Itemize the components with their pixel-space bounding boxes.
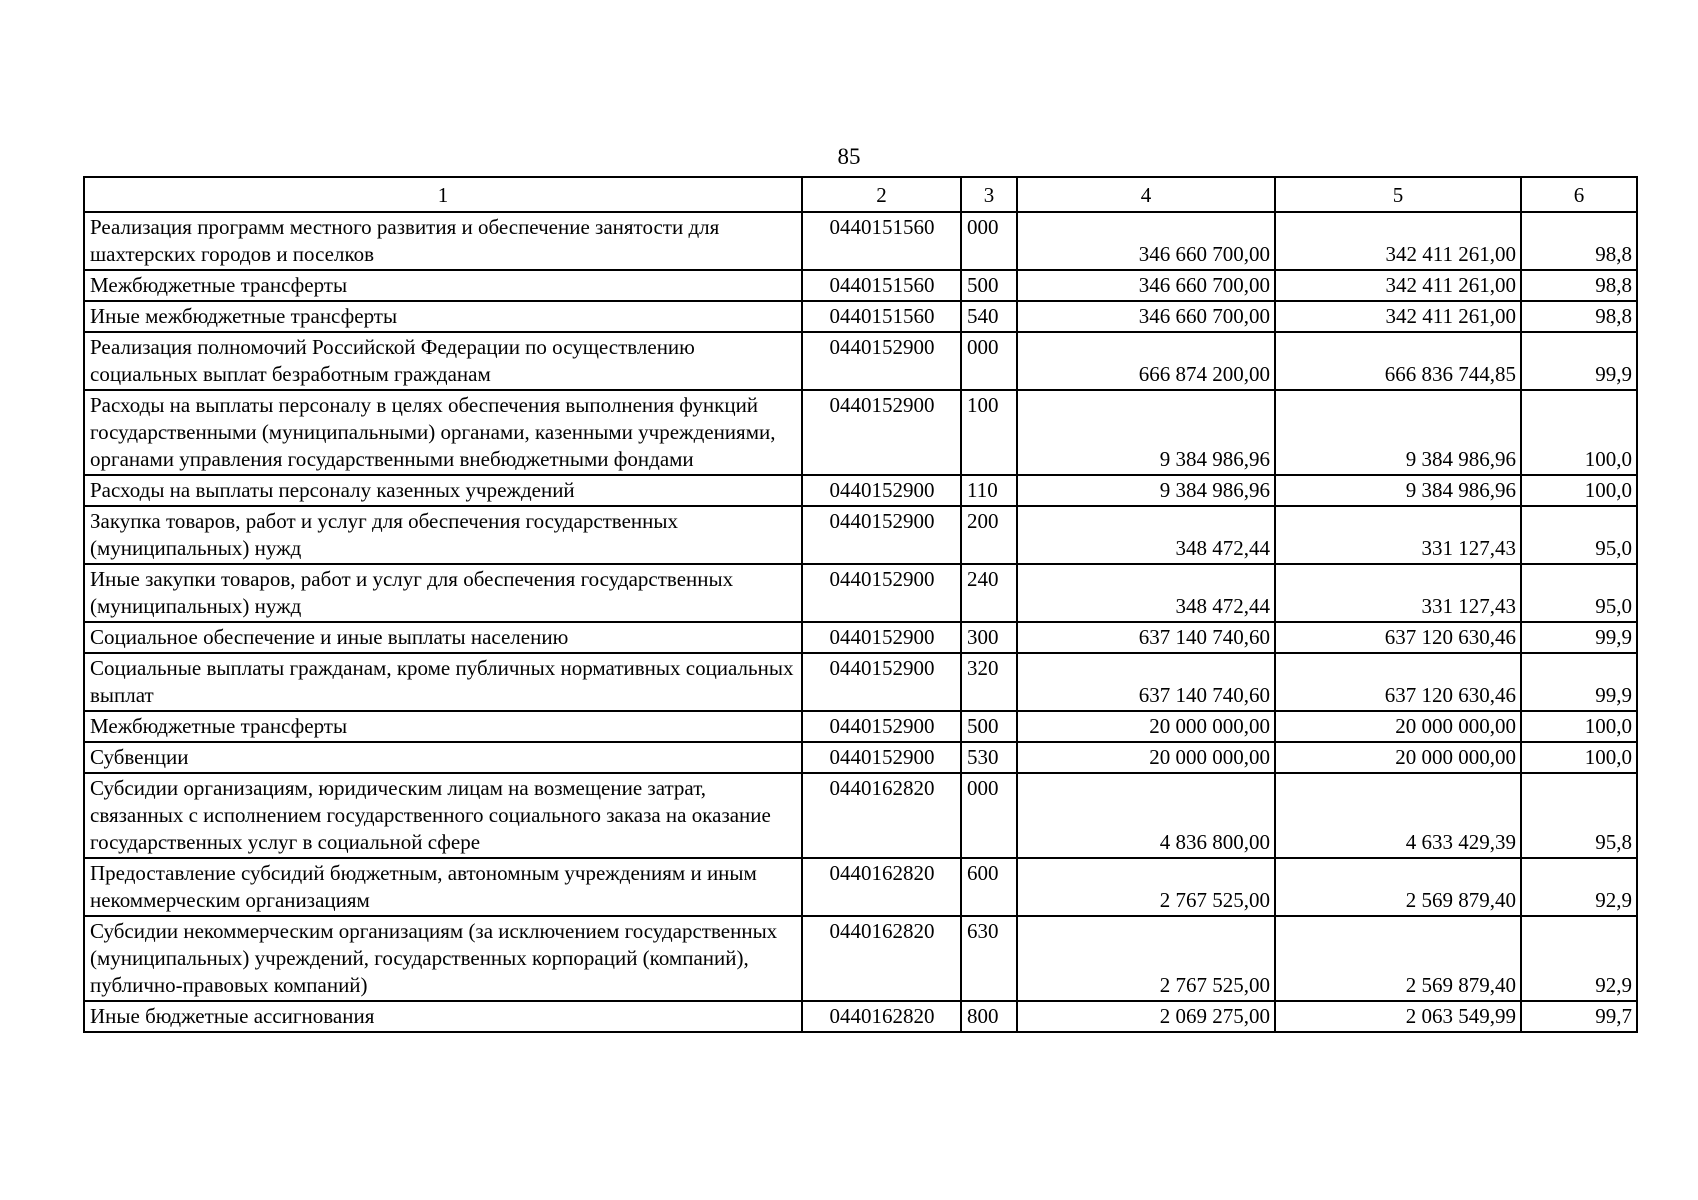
- row-kind-cell: 300: [961, 622, 1017, 653]
- row-executed-cell: 342 411 261,00: [1275, 212, 1521, 270]
- row-planned-cell: 20 000 000,00: [1017, 742, 1275, 773]
- row-planned-cell: 9 384 986,96: [1017, 390, 1275, 475]
- row-planned-cell: 348 472,44: [1017, 564, 1275, 622]
- row-executed-cell: 666 836 744,85: [1275, 332, 1521, 390]
- row-executed-cell: 342 411 261,00: [1275, 301, 1521, 332]
- row-code-cell: 0440152900: [802, 653, 961, 711]
- row-code-cell: 0440152900: [802, 622, 961, 653]
- row-planned-cell: 346 660 700,00: [1017, 212, 1275, 270]
- row-code-cell: 0440162820: [802, 1001, 961, 1032]
- row-percent-cell: 92,9: [1521, 858, 1637, 916]
- row-name-cell: Межбюджетные трансферты: [84, 711, 802, 742]
- row-percent-cell: 95,8: [1521, 773, 1637, 858]
- row-code-cell: 0440162820: [802, 773, 961, 858]
- row-executed-cell: 4 633 429,39: [1275, 773, 1521, 858]
- row-name-cell: Субвенции: [84, 742, 802, 773]
- page-number: 85: [837, 144, 861, 169]
- row-percent-cell: 92,9: [1521, 916, 1637, 1001]
- row-planned-cell: 637 140 740,60: [1017, 653, 1275, 711]
- row-code-cell: 0440151560: [802, 212, 961, 270]
- row-planned-cell: 666 874 200,00: [1017, 332, 1275, 390]
- table-row: [84, 653, 1637, 711]
- row-name-cell: Социальные выплаты гражданам, кроме публичных нормативных социальных выплат: [84, 653, 802, 711]
- row-executed-cell: 331 127,43: [1275, 506, 1521, 564]
- row-percent-cell: 98,8: [1521, 301, 1637, 332]
- row-kind-cell: 530: [961, 742, 1017, 773]
- row-executed-cell: 342 411 261,00: [1275, 270, 1521, 301]
- row-name-cell: Иные межбюджетные трансферты: [84, 301, 802, 332]
- row-code-cell: 0440152900: [802, 742, 961, 773]
- table-row: [84, 390, 1637, 475]
- row-code-cell: 0440151560: [802, 301, 961, 332]
- column-header-executed: 5: [1275, 177, 1521, 212]
- row-planned-cell: 2 767 525,00: [1017, 858, 1275, 916]
- row-kind-cell: 500: [961, 270, 1017, 301]
- row-name-cell: Предоставление субсидий бюджетным, автономным учреждениям и иным некоммерческим организациям: [84, 858, 802, 916]
- row-kind-cell: 110: [961, 475, 1017, 506]
- row-planned-cell: 346 660 700,00: [1017, 270, 1275, 301]
- row-percent-cell: 100,0: [1521, 390, 1637, 475]
- row-executed-cell: 637 120 630,46: [1275, 653, 1521, 711]
- row-planned-cell: 637 140 740,60: [1017, 622, 1275, 653]
- table-row: [84, 622, 1637, 653]
- table-body: [84, 212, 1637, 1032]
- row-name-cell: Реализация программ местного развития и обеспечение занятости для шахтерских городов и поселков: [84, 212, 802, 270]
- row-planned-cell: 20 000 000,00: [1017, 711, 1275, 742]
- row-code-cell: 0440152900: [802, 564, 961, 622]
- row-percent-cell: 99,9: [1521, 653, 1637, 711]
- row-kind-cell: 000: [961, 773, 1017, 858]
- row-executed-cell: 331 127,43: [1275, 564, 1521, 622]
- row-executed-cell: 2 063 549,99: [1275, 1001, 1521, 1032]
- row-code-cell: 0440162820: [802, 916, 961, 1001]
- column-header-name: 1: [84, 177, 802, 212]
- row-percent-cell: 100,0: [1521, 742, 1637, 773]
- column-header-code: 2: [802, 177, 961, 212]
- row-code-cell: 0440152900: [802, 711, 961, 742]
- row-percent-cell: 98,8: [1521, 212, 1637, 270]
- row-kind-cell: 540: [961, 301, 1017, 332]
- row-kind-cell: 800: [961, 1001, 1017, 1032]
- table-row: [84, 711, 1637, 742]
- row-code-cell: 0440151560: [802, 270, 961, 301]
- row-name-cell: Иные закупки товаров, работ и услуг для обеспечения государственных (муниципальных) нужд: [84, 564, 802, 622]
- row-code-cell: 0440162820: [802, 858, 961, 916]
- row-planned-cell: 346 660 700,00: [1017, 301, 1275, 332]
- row-percent-cell: 95,0: [1521, 506, 1637, 564]
- row-name-cell: Расходы на выплаты персоналу в целях обеспечения выполнения функций государственными (муниципальными) органами, казенными учреждениями, органами управления государственными внебюджетными фондами: [84, 390, 802, 475]
- row-percent-cell: 99,7: [1521, 1001, 1637, 1032]
- row-kind-cell: 320: [961, 653, 1017, 711]
- table-row: [84, 301, 1637, 332]
- row-name-cell: Иные бюджетные ассигнования: [84, 1001, 802, 1032]
- row-name-cell: Субсидии организациям, юридическим лицам на возмещение затрат, связанных с исполнением государственного социального заказа на оказание государственных услуг в социальной сфере: [84, 773, 802, 858]
- row-planned-cell: 2 069 275,00: [1017, 1001, 1275, 1032]
- table-header-row: [84, 177, 1637, 212]
- row-executed-cell: 20 000 000,00: [1275, 711, 1521, 742]
- row-percent-cell: 98,8: [1521, 270, 1637, 301]
- budget-execution-table: [83, 176, 1638, 1033]
- column-header-percent: 6: [1521, 177, 1637, 212]
- row-code-cell: 0440152900: [802, 475, 961, 506]
- table-row: [84, 742, 1637, 773]
- row-code-cell: 0440152900: [802, 390, 961, 475]
- table-row: [84, 564, 1637, 622]
- column-header-planned: 4: [1017, 177, 1275, 212]
- row-planned-cell: 2 767 525,00: [1017, 916, 1275, 1001]
- row-name-cell: Субсидии некоммерческим организациям (за исключением государственных (муниципальных) учреждений, государственных корпораций (компаний), публично-правовых компаний): [84, 916, 802, 1001]
- row-executed-cell: 20 000 000,00: [1275, 742, 1521, 773]
- row-name-cell: Социальное обеспечение и иные выплаты населению: [84, 622, 802, 653]
- row-code-cell: 0440152900: [802, 506, 961, 564]
- table-row: [84, 1001, 1637, 1032]
- table-row: [84, 916, 1637, 1001]
- table-row: [84, 270, 1637, 301]
- row-percent-cell: 99,9: [1521, 622, 1637, 653]
- row-executed-cell: 9 384 986,96: [1275, 390, 1521, 475]
- table-row: [84, 506, 1637, 564]
- row-kind-cell: 600: [961, 858, 1017, 916]
- row-kind-cell: 240: [961, 564, 1017, 622]
- row-kind-cell: 200: [961, 506, 1017, 564]
- row-executed-cell: 637 120 630,46: [1275, 622, 1521, 653]
- row-code-cell: 0440152900: [802, 332, 961, 390]
- row-planned-cell: 348 472,44: [1017, 506, 1275, 564]
- table-row: [84, 475, 1637, 506]
- row-planned-cell: 9 384 986,96: [1017, 475, 1275, 506]
- row-executed-cell: 9 384 986,96: [1275, 475, 1521, 506]
- row-planned-cell: 4 836 800,00: [1017, 773, 1275, 858]
- row-executed-cell: 2 569 879,40: [1275, 858, 1521, 916]
- row-percent-cell: 100,0: [1521, 475, 1637, 506]
- row-percent-cell: 95,0: [1521, 564, 1637, 622]
- table-row: [84, 332, 1637, 390]
- row-name-cell: Закупка товаров, работ и услуг для обеспечения государственных (муниципальных) нужд: [84, 506, 802, 564]
- table-row: [84, 858, 1637, 916]
- table-row: [84, 773, 1637, 858]
- row-executed-cell: 2 569 879,40: [1275, 916, 1521, 1001]
- row-name-cell: Реализация полномочий Российской Федерации по осуществлению социальных выплат безработным гражданам: [84, 332, 802, 390]
- table-row: [84, 212, 1637, 270]
- row-name-cell: Расходы на выплаты персоналу казенных учреждений: [84, 475, 802, 506]
- row-name-cell: Межбюджетные трансферты: [84, 270, 802, 301]
- row-percent-cell: 99,9: [1521, 332, 1637, 390]
- row-kind-cell: 000: [961, 332, 1017, 390]
- row-percent-cell: 100,0: [1521, 711, 1637, 742]
- row-kind-cell: 100: [961, 390, 1017, 475]
- row-kind-cell: 500: [961, 711, 1017, 742]
- row-kind-cell: 630: [961, 916, 1017, 1001]
- column-header-kind: 3: [961, 177, 1017, 212]
- row-kind-cell: 000: [961, 212, 1017, 270]
